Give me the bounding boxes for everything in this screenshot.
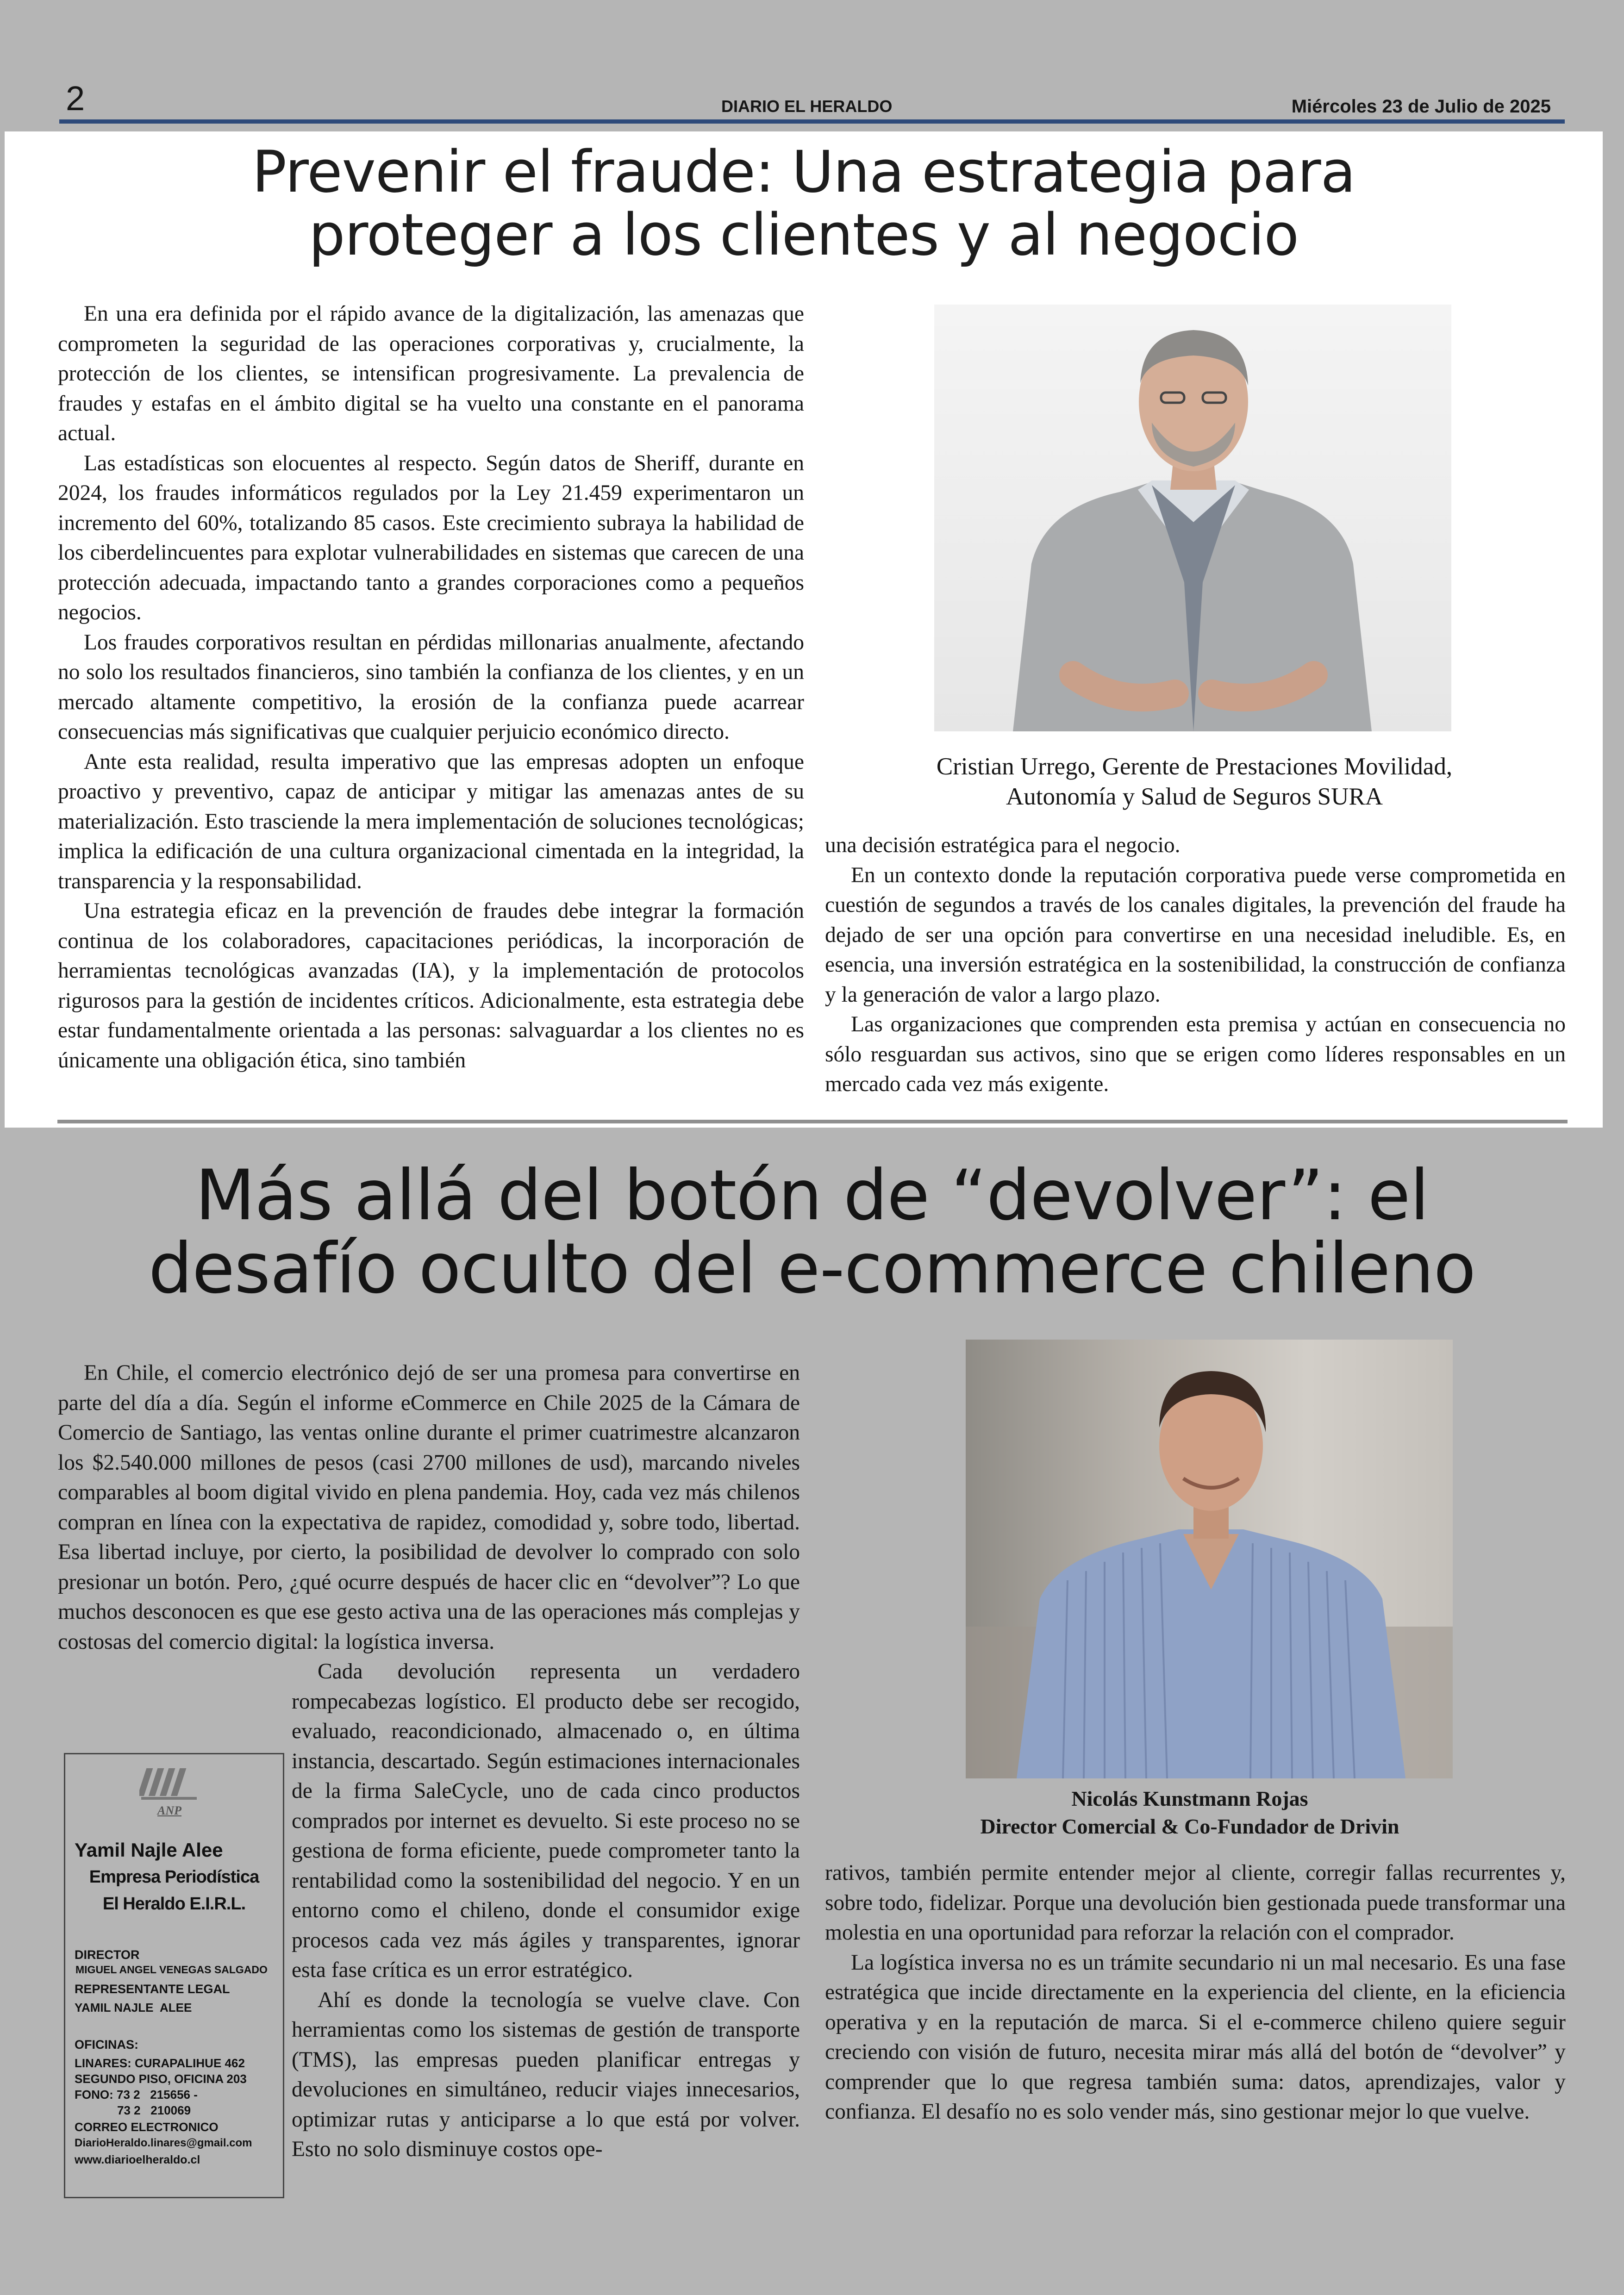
paragraph: rativos, también permite entender mejor al cliente, corregir fallas recurrentes y, sobre todo, fidelizar. Porque una devolución bien gestionada puede transformar una molestia en una oportunidad para reforzar la relación con el comprador. bbox=[825, 1861, 1566, 1945]
paragraph-text: Cada devolución representa un verdadero rompecabezas logístico. El producto debe ser recogido, evaluado, reacondicionado, almacenado o, en última instancia, descartado. Según estimaciones internacionales de la firma SaleCycle, uno de cada cinco productos comprados por internet es devuelto. Si este proceso no se gestiona de forma eficiente, puede comprometer tanto la rentabilidad como la sostenibilidad del negocio. Y en un entorno como el chileno, donde el consumidor exige procesos cada vez más ágiles y transparentes, ignorar esta fase crítica es un error estratégico. bbox=[292, 1659, 800, 1982]
legal-representative-label: REPRESENTANTE LEGAL bbox=[75, 1982, 230, 1996]
offices-label: OFICINAS: bbox=[75, 2038, 138, 2052]
company-name-line-1: Empresa Periodística bbox=[89, 1867, 259, 1887]
publisher-credits-box bbox=[64, 1753, 284, 2198]
article-headline bbox=[5, 141, 1603, 267]
caption-line-1: Cristian Urrego, Gerente de Prestaciones Movilidad, bbox=[936, 753, 1453, 780]
email-address[interactable]: DiarioHeraldo.linares@gmail.com bbox=[75, 2137, 252, 2149]
paragraph: Ahí es donde la tecnología se vuelve clave. Con herramientas como los sistemas de gestión de transporte (TMS), las empresas pueden planificar entregas y devoluciones en simultáneo, reducir viajes innecesarios, optimizar rutas y anticiparse a lo que está por volver. Esto no solo disminuye costos ope- bbox=[292, 1988, 800, 2161]
article-body-left bbox=[58, 299, 804, 1075]
paragraph: Las estadísticas son elocuentes al respecto. Según datos de Sheriff, durante en 2024, los fraudes informáticos regulados por la Ley 21.459 experimentaron un incremento del 60%, totalizando 85 casos. Este crecimiento subraya la habilidad de los ciberdelincuentes para explotar vulnerabilidades en sistemas que carecen de una protección adecuada, impactando tanto a grandes corporaciones como a pequeños negocios. bbox=[58, 451, 804, 624]
company-name-line-2: El Heraldo E.I.R.L. bbox=[102, 1894, 246, 1914]
director-label: DIRECTOR bbox=[75, 1948, 140, 1962]
article-headline bbox=[0, 1155, 1624, 1309]
caption-title: Director Comercial & Co-Fundador de Drivin bbox=[980, 1815, 1399, 1838]
headline-line-2: desafío oculto del e-commerce chileno bbox=[148, 1229, 1476, 1309]
paragraph: En Chile, el comercio electrónico dejó de ser una promesa para convertirse en parte del día a día. Según el informe eCommerce en Chile 2025 de la Cámara de Comercio de Santiago, las ventas online durante el primer cuatrimestre alcanzaron los $2.540.000 millones de pesos (casi 2700 millones de usd), marcando niveles comparables al boom digital vivido en plena pandemia. Hoy, cada vez más chilenos compran en línea con la expectativa de rapidez, comodidad y, sobre todo, libertad. Esa libertad incluye, por cierto, la posibilidad de devolver lo comprado con solo presionar un botón. Pero, ¿qué ocurre después de hacer clic en “devolver”? Lo que muchos desconocen es que ese gesto activa una de las operaciones más complejas y costosas del comercio digital: la logística inversa. bbox=[58, 1361, 800, 1654]
article-body-right bbox=[825, 1858, 1566, 2127]
headline-line-1: Más allá del botón de “devolver”: el bbox=[195, 1155, 1429, 1236]
website-link[interactable]: www.diarioelheraldo.cl bbox=[75, 2153, 200, 2166]
phone-line-1: FONO: 73 2 215656 - bbox=[75, 2088, 198, 2102]
owner-name: Yamil Najle Alee bbox=[75, 1839, 223, 1861]
paragraph: Ante esta realidad, resulta imperativo que las empresas adopten un enfoque proactivo y preventivo, capaz de anticipar y mitigar las amenazas antes de su materialización. Esto trasciende la mera implementación de soluciones tecnológicas; implica la edificación de una cultura organizacional cimentada en la integridad, la transparencia y la responsabilidad. bbox=[58, 749, 804, 893]
anp-logo bbox=[139, 1765, 200, 1815]
header-rule bbox=[59, 119, 1565, 124]
email-label: CORREO ELECTRONICO bbox=[75, 2120, 219, 2134]
office-address-line-2: SEGUNDO PISO, OFICINA 203 bbox=[75, 2072, 247, 2086]
anp-logo-icon bbox=[139, 1765, 200, 1802]
paragraph: Las organizaciones que comprenden esta premisa y actúan en consecuencia no sólo resguardan sus activos, sino que se erigen como líderes responsables en un mercado cada vez más exigente. bbox=[825, 1012, 1566, 1096]
phone-line-2: 73 2 210069 bbox=[117, 2103, 191, 2117]
director-name: MIGUEL ANGEL VENEGAS SALGADO bbox=[75, 1964, 268, 1976]
portrait-photo-nicolas-kunstmann bbox=[966, 1340, 1453, 1778]
photo-caption bbox=[852, 1785, 1528, 1840]
paragraph: Los fraudes corporativos resultan en pérdidas millonarias anualmente, afectando no solo los resultados financieros, sino también la confianza de los clientes, y en un mercado altamente competitivo, la erosión de la confianza puede acarrear consecuencias más significativas que cualquier perjuicio económico directo. bbox=[58, 630, 804, 744]
newspaper-name: DIARIO EL HERALDO bbox=[721, 97, 893, 116]
caption-line-2: Autonomía y Salud de Seguros SURA bbox=[1006, 783, 1383, 810]
paragraph: La logística inversa no es un trámite secundario ni un mal necesario. Es una fase estratégica que incide directamente en la experiencia del cliente, en la eficiencia operativa y en la reputación de marca. Si el e-commerce chileno quiere seguir creciendo con visión de futuro, necesita mirar más allá del botón de “devolver” y comprender que lo que regresa también suma: datos, aprendizajes, valor y confianza. El desafío no es solo vender más, sino gestionar mejor lo que vuelve. bbox=[825, 1950, 1566, 2124]
page-number: 2 bbox=[66, 79, 85, 118]
portrait-man-gray-suit bbox=[934, 305, 1451, 731]
caption-name: Nicolás Kunstmann Rojas bbox=[1071, 1787, 1308, 1810]
portrait-man-striped-shirt bbox=[966, 1340, 1453, 1778]
page-header bbox=[59, 78, 1565, 124]
paragraph: Una estrategia eficaz en la prevención de fraudes debe integrar la formación continua de los colaboradores, capacitaciones periódicas, la incorporación de herramientas tecnológicas avanzadas (IA), y la implementación de protocolos rigurosos para la gestión de incidentes críticos. Adicionalmente, esta estrategia debe estar fundamentalmente orientada a las personas: salvaguardar a los clientes no es únicamente una obligación ética, sino también bbox=[58, 899, 804, 1073]
legal-representative-name: YAMIL NAJLE ALEE bbox=[75, 2001, 192, 2014]
article-body-right bbox=[825, 830, 1566, 1099]
article-fraud-prevention bbox=[5, 131, 1603, 1128]
office-address-line-1: LINARES: CURAPALIHUE 462 bbox=[75, 2056, 245, 2070]
paragraph: En una era definida por el rápido avance de la digitalización, las amenazas que comprometen la seguridad de las operaciones corporativas y, crucialmente, la protección de los clientes, se intensifican progresivamente. La prevalencia de fraudes y estafas en el ámbito digital se ha vuelto una constante en el panorama actual. bbox=[58, 302, 804, 445]
headline-line-2: proteger a los clientes y al negocio bbox=[308, 202, 1299, 268]
section-divider bbox=[57, 1120, 1568, 1123]
paragraph: En un contexto donde la reputación corporativa puede verse comprometida en cuestión de segundos a través de los canales digitales, la prevención del fraude ha dejado de ser una opción para convertirse en una necesidad ineludible. Es, en esencia, una inversión estratégica en la sostenibilidad, la construcción de confianza y la generación de valor a largo plazo. bbox=[825, 863, 1566, 1007]
headline-line-1: Prevenir el fraude: Una estrategia para bbox=[252, 139, 1355, 206]
photo-caption bbox=[852, 752, 1537, 812]
portrait-photo-cristian-urrego bbox=[934, 305, 1451, 731]
paragraph: una decisión estratégica para el negocio. bbox=[825, 833, 1181, 857]
anp-logo-text: ANP bbox=[157, 1804, 181, 1817]
issue-date: Miércoles 23 de Julio de 2025 bbox=[1291, 96, 1551, 117]
